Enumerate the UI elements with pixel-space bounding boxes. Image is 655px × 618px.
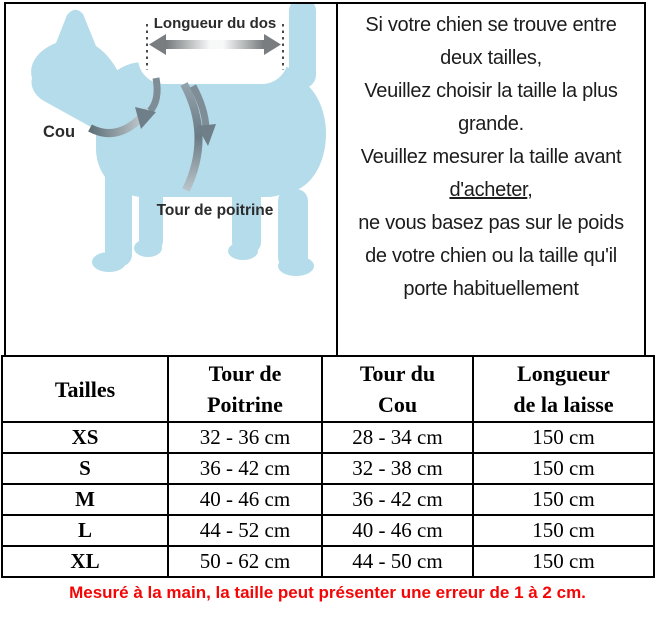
column-header: Tour de Poitrine — [168, 356, 322, 422]
cell-leash: 150 cm — [473, 484, 654, 515]
dog-front-paw-2 — [134, 239, 162, 257]
cell-chest: 40 - 46 cm — [168, 484, 322, 515]
size-table — [1, 355, 655, 578]
cell-leash: 150 cm — [473, 422, 654, 453]
cell-size: XL — [2, 546, 168, 577]
advice-line: Veuillez choisir la taille la plus — [364, 80, 618, 102]
advice-line: grande. — [458, 113, 524, 135]
cell-neck: 40 - 46 cm — [322, 515, 473, 546]
cell-leash: 150 cm — [473, 515, 654, 546]
cell-chest: 36 - 42 cm — [168, 453, 322, 484]
cell-neck: 32 - 38 cm — [322, 453, 473, 484]
cell-neck: 44 - 50 cm — [322, 546, 473, 577]
cell-size: M — [2, 484, 168, 515]
advice-line: Veuillez mesurer la taille avant — [360, 146, 622, 168]
cell-size: L — [2, 515, 168, 546]
dog-measurement-diagram — [6, 4, 338, 355]
cell-chest: 44 - 52 cm — [168, 515, 322, 546]
cell-size: XS — [2, 422, 168, 453]
dog-haunch — [246, 76, 326, 192]
cell-leash: 150 cm — [473, 546, 654, 577]
table-row — [2, 422, 654, 453]
advice-line: ne vous basez pas sur le poids — [358, 212, 624, 234]
advice-line: de votre chien ou la taille qu'il — [365, 245, 617, 267]
size-table-header-row — [2, 356, 654, 422]
advice-line: d'acheter, — [449, 179, 533, 201]
dog-rear-paw — [228, 242, 258, 260]
cell-neck: 36 - 42 cm — [322, 484, 473, 515]
neck-label: Cou — [43, 123, 76, 141]
dog-front-leg — [105, 154, 132, 266]
advice-line: deux tailles, — [440, 47, 542, 69]
back-length-label: Longueur du dos — [153, 15, 277, 32]
cell-chest: 32 - 36 cm — [168, 422, 322, 453]
cell-neck: 28 - 34 cm — [322, 422, 473, 453]
dog-illustration — [6, 4, 336, 353]
measurement-disclaimer: Mesuré à la main, la taille peut présenter une erreur de 1 à 2 cm. — [69, 583, 586, 602]
advice-line: Si votre chien se trouve entre — [365, 14, 617, 36]
measurement-info-section — [4, 2, 646, 355]
column-header: Tailles — [2, 356, 168, 422]
cell-size: S — [2, 453, 168, 484]
advice-text — [338, 4, 644, 355]
table-row — [2, 453, 654, 484]
cell-chest: 50 - 62 cm — [168, 546, 322, 577]
dog-front-paw — [92, 252, 126, 272]
underlined-text: d'acheter — [449, 179, 528, 201]
table-row — [2, 515, 654, 546]
dog-rear-paw-2 — [278, 256, 314, 276]
dog-tail — [289, 4, 316, 88]
advice-line: porte habituellement — [403, 278, 579, 300]
column-header: Tour du Cou — [322, 356, 473, 422]
column-header: Longueur de la laisse — [473, 356, 654, 422]
cell-leash: 150 cm — [473, 453, 654, 484]
size-table-body — [2, 422, 654, 577]
chest-label: Tour de poitrine — [156, 202, 274, 219]
table-row — [2, 546, 654, 577]
table-row — [2, 484, 654, 515]
